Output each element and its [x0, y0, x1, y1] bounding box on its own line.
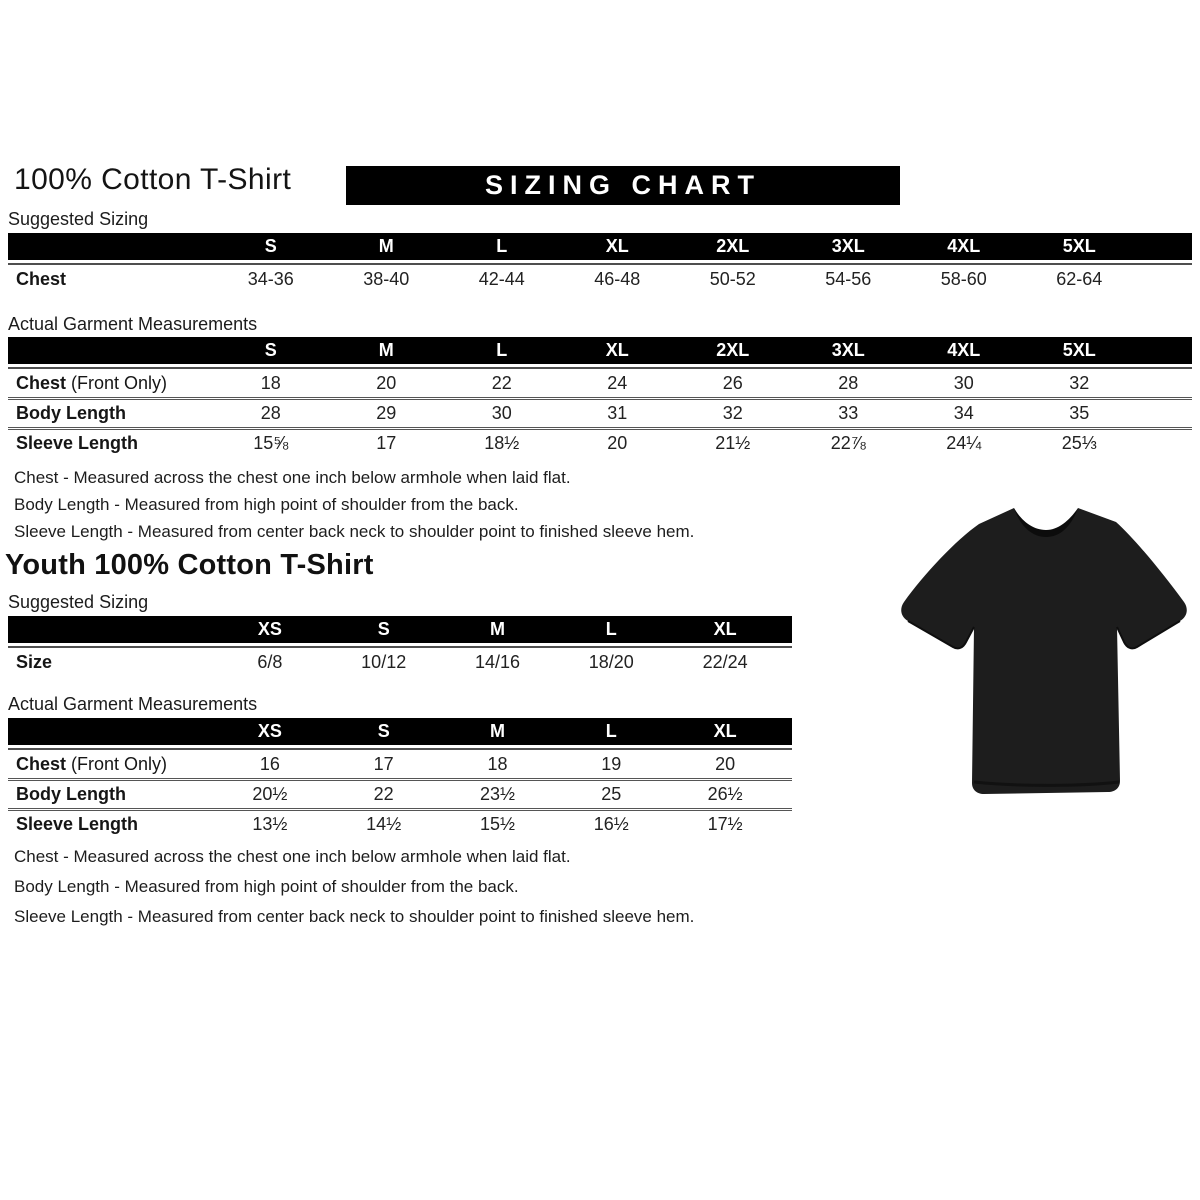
size-value-cell: 30	[953, 372, 974, 393]
note-line: Sleeve Length - Measured from center back neck to shoulder point to finished sleeve hem.	[14, 907, 695, 926]
size-value-cell: 30	[491, 403, 512, 423]
size-value-cell: 26	[722, 372, 743, 393]
size-value-cell: 38-40	[363, 268, 410, 289]
row-label: Size	[16, 651, 53, 672]
youth-suggested-table	[8, 616, 792, 676]
row-label-normal: (Front Only)	[66, 753, 168, 774]
table-row	[8, 778, 792, 808]
size-column-header: S	[264, 236, 277, 256]
size-value-cell: 31	[607, 403, 628, 423]
size-column-header: 4XL	[947, 236, 981, 256]
size-column-header: 2XL	[716, 236, 750, 256]
note-line: Sleeve Length - Measured from center back neck to shoulder point to finished sleeve hem.	[14, 522, 695, 541]
size-value-cell: 10/12	[361, 651, 407, 672]
size-value-cell: 20	[715, 753, 736, 774]
adult-suggested-table	[8, 233, 1192, 293]
size-header-row	[8, 337, 1192, 364]
size-value-cell: 42-44	[478, 268, 525, 289]
row-label: Body Length	[16, 784, 126, 804]
black-tshirt-image	[893, 486, 1195, 816]
size-value-cell: 28	[838, 372, 859, 393]
adult-actual-table	[8, 337, 1192, 457]
size-value-cell: 22	[373, 784, 394, 804]
note-line: Body Length - Measured from high point of shoulder from the back.	[14, 495, 519, 514]
youth-suggested-sizing-label: Suggested Sizing	[8, 592, 149, 612]
size-value-cell: 26½	[707, 784, 743, 804]
size-column-header: XS	[257, 619, 282, 639]
size-column-header: 3XL	[831, 236, 865, 256]
size-value-cell: 32	[722, 403, 743, 423]
sizing-chart-banner: SIZING CHART	[346, 166, 900, 205]
size-value-cell: 13½	[252, 814, 288, 834]
size-value-cell: 14/16	[474, 651, 521, 672]
size-column-header: XL	[713, 721, 737, 741]
size-value-cell: 58-60	[940, 268, 987, 289]
size-value-cell: 17	[373, 753, 394, 774]
size-value-cell: 22/24	[702, 651, 748, 672]
size-column-header: L	[496, 236, 508, 256]
size-value-cell: 17½	[707, 814, 743, 834]
size-value-cell: 29	[376, 403, 397, 423]
youth-measurement-notes	[14, 842, 694, 932]
row-label-bold: Chest	[16, 372, 67, 393]
adult-title: 100% Cotton T-Shirt	[14, 163, 292, 196]
size-value-cell: 23½	[479, 784, 516, 804]
size-value-cell: 19	[601, 753, 622, 774]
size-value-cell: 20	[376, 372, 397, 393]
size-column-header: XL	[713, 619, 737, 639]
size-value-cell: 6/8	[257, 651, 283, 672]
size-value-cell: 33	[838, 403, 859, 423]
size-column-header: M	[489, 619, 505, 639]
size-value-cell: 50-52	[709, 268, 756, 289]
size-value-cell: 24¼	[946, 433, 982, 453]
size-value-cell: 24	[607, 372, 628, 393]
row-label: Sleeve Length	[16, 433, 139, 453]
table-row	[8, 646, 792, 676]
size-value-cell: 25	[601, 784, 622, 804]
size-value-cell: 22	[491, 372, 512, 393]
size-value-cell: 62-64	[1056, 268, 1103, 289]
row-label: Body Length	[16, 403, 126, 423]
size-value-cell: 34	[953, 403, 974, 423]
size-value-cell: 34-36	[247, 268, 294, 289]
row-label	[8, 373, 213, 394]
size-column-header: S	[264, 340, 277, 360]
size-column-header: M	[489, 721, 505, 741]
size-column-header: 5XL	[1062, 236, 1096, 256]
size-column-header: M	[378, 340, 394, 360]
size-value-cell: 16	[259, 753, 280, 774]
size-value-cell: 15½	[479, 814, 516, 834]
size-value-cell: 20½	[252, 784, 288, 804]
table-row	[8, 748, 792, 778]
size-column-header: L	[605, 721, 617, 741]
note-line: Chest - Measured across the chest one inch below armhole when laid flat.	[14, 847, 571, 866]
size-header-row	[8, 616, 792, 643]
table-row	[8, 397, 1192, 427]
size-value-cell: 20	[607, 433, 628, 453]
size-value-cell: 32	[1069, 372, 1090, 393]
table-row	[8, 427, 1192, 457]
size-value-cell: 18	[260, 372, 281, 393]
table-row	[8, 263, 1192, 293]
size-value-cell: 16½	[593, 814, 629, 834]
table-row	[8, 808, 792, 838]
size-column-header: 4XL	[947, 340, 981, 360]
size-value-cell: 18½	[484, 433, 520, 453]
row-label: Sleeve Length	[16, 814, 139, 834]
size-column-header: S	[377, 721, 390, 741]
row-label: Chest	[16, 268, 67, 289]
size-column-header: 3XL	[831, 340, 865, 360]
size-value-cell: 17	[376, 433, 397, 453]
size-value-cell: 25⅓	[1061, 433, 1097, 453]
size-value-cell: 21½	[715, 433, 751, 453]
youth-title: Youth 100% Cotton T-Shirt	[5, 549, 374, 581]
size-value-cell: 14½	[366, 814, 402, 834]
adult-actual-measurements-label: Actual Garment Measurements	[8, 314, 258, 334]
size-column-header: S	[377, 619, 390, 639]
adult-measurement-notes	[14, 464, 694, 545]
size-column-header: 2XL	[716, 340, 750, 360]
size-header-row	[8, 233, 1192, 260]
size-value-cell: 18	[487, 753, 508, 774]
row-label-bold: Chest	[16, 753, 67, 774]
size-column-header: XL	[605, 340, 629, 360]
size-value-cell: 15⅝	[253, 433, 289, 453]
size-column-header: XS	[257, 721, 282, 741]
size-column-header: L	[496, 340, 508, 360]
size-value-cell: 18/20	[588, 651, 634, 672]
size-header-row	[8, 718, 792, 745]
note-line: Body Length - Measured from high point of shoulder from the back.	[14, 877, 519, 896]
size-column-header: M	[378, 236, 394, 256]
size-column-header: L	[605, 619, 617, 639]
row-label	[8, 754, 213, 775]
size-value-cell: 46-48	[594, 268, 641, 289]
size-column-header: XL	[605, 236, 629, 256]
table-row	[8, 367, 1192, 397]
tshirt-graphic	[893, 486, 1195, 816]
size-column-header: 5XL	[1062, 340, 1096, 360]
adult-suggested-sizing-label: Suggested Sizing	[8, 209, 149, 229]
size-value-cell: 28	[260, 403, 281, 423]
size-value-cell: 22⅞	[830, 433, 866, 453]
youth-actual-measurements-label: Actual Garment Measurements	[8, 694, 258, 714]
size-value-cell: 54-56	[825, 268, 872, 289]
size-value-cell: 35	[1069, 403, 1090, 423]
note-line: Chest - Measured across the chest one inch below armhole when laid flat.	[14, 468, 571, 487]
row-label-normal: (Front Only)	[66, 372, 168, 393]
youth-actual-table	[8, 718, 792, 838]
